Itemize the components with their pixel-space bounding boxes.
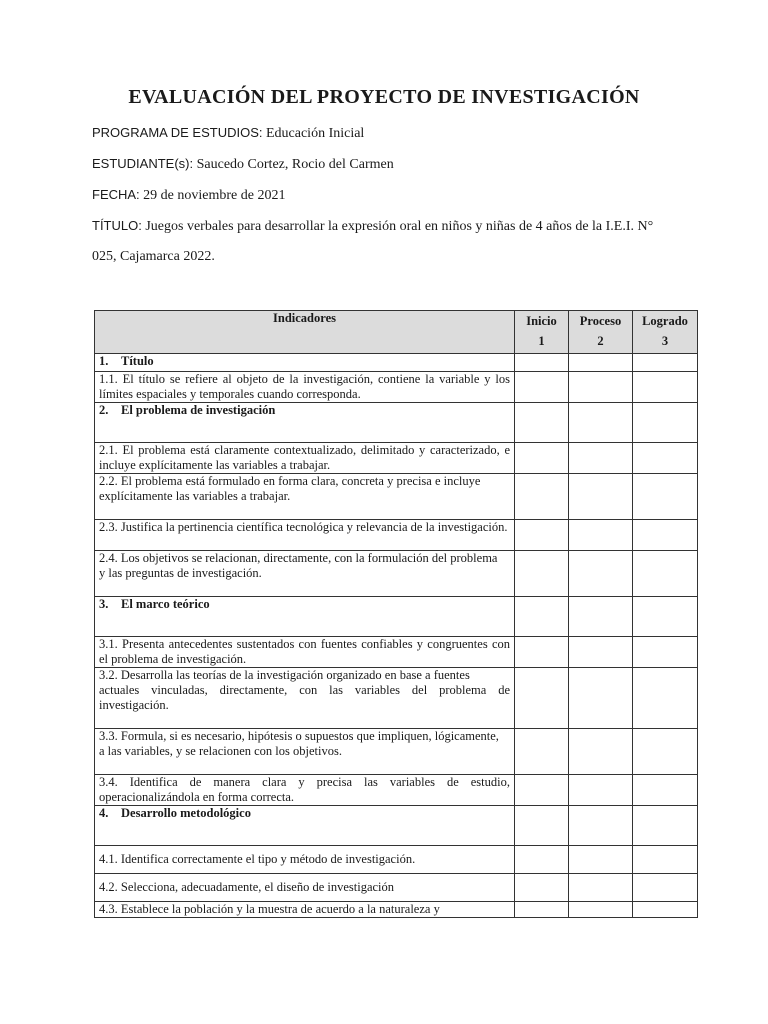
indicator-text: 2.3. Justifica la pertinencia científica tecnológica y relevancia de la investigación. [95, 520, 515, 551]
rating-cell[interactable] [569, 668, 633, 729]
indicator-row [95, 520, 698, 551]
titulo-line [92, 218, 653, 235]
rating-cell[interactable] [633, 668, 698, 729]
rating-cell[interactable] [515, 874, 569, 902]
indicator-text: 3.2. Desarrolla las teorías de la investigación organizado en base a fuentes actuales vinculadas, directamente, con las variables del problema de investigación. [95, 668, 515, 729]
indicator-text: 1.1. El título se refiere al objeto de la investigación, contiene la variable y los límites espaciales y temporales cuando corresponda. [95, 372, 515, 403]
rating-cell[interactable] [633, 846, 698, 874]
rating-cell[interactable] [569, 474, 633, 520]
indicator-row [95, 637, 698, 668]
rating-cell[interactable] [633, 597, 698, 637]
rating-cell[interactable] [515, 372, 569, 403]
rating-cell[interactable] [633, 474, 698, 520]
fecha-value: 29 de noviembre de 2021 [143, 188, 286, 203]
evaluation-table-body [95, 354, 698, 918]
indicator-row [95, 551, 698, 597]
rating-cell[interactable] [515, 520, 569, 551]
section-number: 4. [99, 806, 109, 820]
fecha-label: FECHA: [92, 187, 140, 202]
column-header-logrado [633, 311, 698, 354]
level-name: Proceso [579, 314, 622, 328]
rating-cell[interactable] [569, 729, 633, 775]
programa-label: PROGRAMA DE ESTUDIOS: [92, 125, 263, 140]
evaluation-table [94, 310, 698, 918]
indicator-row [95, 902, 698, 918]
section-title [95, 597, 515, 637]
indicator-text: 2.1. El problema está claramente contextualizado, delimitado y caracterizado, e incluye explícitamente las variables a trabajar. [95, 443, 515, 474]
rating-cell[interactable] [515, 846, 569, 874]
section-row [95, 806, 698, 846]
rating-cell[interactable] [569, 520, 633, 551]
indicator-row [95, 668, 698, 729]
rating-cell[interactable] [569, 874, 633, 902]
rating-cell[interactable] [515, 775, 569, 806]
section-number: 3. [99, 597, 109, 611]
rating-cell[interactable] [569, 806, 633, 846]
rating-cell[interactable] [633, 729, 698, 775]
rating-cell[interactable] [569, 354, 633, 372]
indicator-text: 3.1. Presenta antecedentes sustentados con fuentes confiables y congruentes con el problema de investigación. [95, 637, 515, 668]
section-label: El marco teórico [121, 597, 210, 611]
rating-cell[interactable] [515, 403, 569, 443]
rating-cell[interactable] [515, 668, 569, 729]
rating-cell[interactable] [633, 372, 698, 403]
programa-value: Educación Inicial [265, 126, 365, 141]
titulo-label: TÍTULO: [92, 218, 142, 233]
document-title: EVALUACIÓN DEL PROYECTO DE INVESTIGACIÓN [128, 86, 640, 108]
column-header-inicio [515, 311, 569, 354]
rating-cell[interactable] [515, 729, 569, 775]
indicator-text: 4.2. Selecciona, adecuadamente, el diseño de investigación [95, 874, 515, 902]
programa-line [92, 125, 364, 142]
rating-cell[interactable] [569, 443, 633, 474]
indicator-row [95, 729, 698, 775]
estudiante-label: ESTUDIANTE(s): [92, 156, 194, 171]
indicator-row [95, 775, 698, 806]
rating-cell[interactable] [633, 354, 698, 372]
fecha-line [92, 187, 285, 204]
level-name: Logrado [642, 314, 688, 328]
indicator-row [95, 372, 698, 403]
rating-cell[interactable] [569, 846, 633, 874]
rating-cell[interactable] [515, 354, 569, 372]
indicator-text: 3.3. Formula, si es necesario, hipótesis o supuestos que impliquen, lógicamente, a las variables, y se relacionen con los objetivos. [95, 729, 515, 775]
section-title [95, 806, 515, 846]
rating-cell[interactable] [515, 551, 569, 597]
rating-cell[interactable] [633, 443, 698, 474]
level-number: 2 [597, 334, 604, 348]
rating-cell[interactable] [633, 520, 698, 551]
rating-cell[interactable] [515, 637, 569, 668]
rating-cell[interactable] [633, 551, 698, 597]
section-row [95, 597, 698, 637]
rating-cell[interactable] [515, 597, 569, 637]
column-header-indicadores: Indicadores [95, 311, 515, 354]
section-number: 1. [99, 354, 109, 368]
section-label: El problema de investigación [121, 403, 276, 417]
rating-cell[interactable] [515, 902, 569, 918]
rating-cell[interactable] [569, 597, 633, 637]
rating-cell[interactable] [569, 372, 633, 403]
indicator-text: 2.4. Los objetivos se relacionan, directamente, con la formulación del problema y las preguntas de investigación. [95, 551, 515, 597]
indicator-text: 4.1. Identifica correctamente el tipo y método de investigación. [95, 846, 515, 874]
rating-cell[interactable] [515, 806, 569, 846]
titulo-line-2 [92, 249, 215, 265]
rating-cell[interactable] [633, 403, 698, 443]
indicator-text: 4.3. Establece la población y la muestra de acuerdo a la naturaleza y [95, 902, 515, 918]
indicator-row [95, 474, 698, 520]
estudiante-line [92, 156, 394, 173]
level-name: Inicio [526, 314, 557, 328]
rating-cell[interactable] [515, 443, 569, 474]
rating-cell[interactable] [515, 474, 569, 520]
section-title [95, 403, 515, 443]
indicator-row [95, 443, 698, 474]
rating-cell[interactable] [633, 806, 698, 846]
rating-cell[interactable] [633, 874, 698, 902]
rating-cell[interactable] [569, 775, 633, 806]
indicator-text: 3.4. Identifica de manera clara y precisa las variables de estudio, operacionalizándola en forma correcta. [95, 775, 515, 806]
titulo-value-line1: Juegos verbales para desarrollar la expresión oral en niños y niñas de 4 años de la I.E.I. N° [145, 219, 654, 234]
rating-cell[interactable] [569, 637, 633, 668]
rating-cell[interactable] [633, 902, 698, 918]
section-row [95, 354, 698, 372]
level-number: 1 [538, 334, 545, 348]
section-title [95, 354, 515, 372]
level-number: 3 [661, 334, 669, 348]
indicator-row [95, 874, 698, 902]
rating-cell[interactable] [633, 637, 698, 668]
rating-cell[interactable] [569, 551, 633, 597]
column-header-proceso [569, 311, 633, 354]
estudiante-value: Saucedo Cortez, Rocio del Carmen [196, 157, 394, 172]
indicator-text: 2.2. El problema está formulado en forma clara, concreta y precisa e incluye explícitamente las variables a trabajar. [95, 474, 515, 520]
rating-cell[interactable] [569, 902, 633, 918]
section-row [95, 403, 698, 443]
section-label: Desarrollo metodológico [121, 806, 251, 820]
section-label: Título [121, 354, 154, 368]
section-number: 2. [99, 403, 109, 417]
indicator-row [95, 846, 698, 874]
rating-cell[interactable] [633, 775, 698, 806]
rating-cell[interactable] [569, 403, 633, 443]
table-header-row [95, 311, 698, 354]
titulo-value-line2: 025, Cajamarca 2022. [92, 249, 215, 264]
